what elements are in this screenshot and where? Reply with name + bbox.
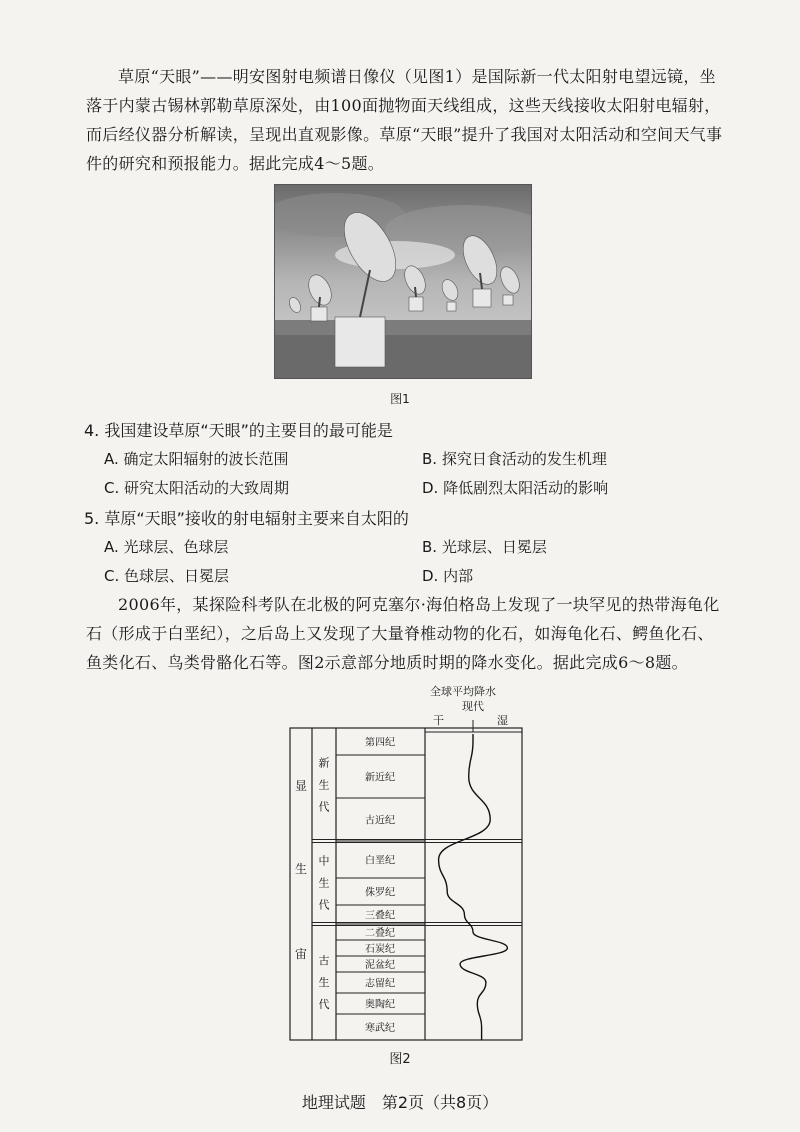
figure-1-caption: 图1 (390, 392, 410, 406)
period-label: 奥陶纪 (365, 999, 395, 1011)
question-4-stem: 4. 我国建设草原“天眼”的主要目的最可能是 (84, 421, 393, 440)
figure-1-photo (274, 184, 532, 379)
period-label: 泥盆纪 (365, 960, 395, 971)
question-5-option-d: D. 内部 (422, 567, 474, 585)
question-5-stem: 5. 草原“天眼”接收的射电辐射主要来自太阳的 (84, 509, 409, 528)
period-label: 古近纪 (365, 815, 395, 827)
question-4-option-b: B. 探究日食活动的发生机理 (422, 450, 607, 468)
question-4-option-c: C. 研究太阳活动的大致周期 (104, 479, 290, 497)
period-label: 新近纪 (365, 772, 395, 784)
chart-modern-label: 现代 (462, 700, 484, 713)
period-label: 石炭纪 (365, 944, 395, 955)
question-5-option-c: C. 色球层、日冕层 (104, 567, 230, 585)
era-label-char: 生 (318, 778, 330, 792)
period-label: 第四纪 (365, 737, 395, 749)
question-5-option-a: A. 光球层、色球层 (104, 538, 229, 556)
period-label: 二叠纪 (365, 928, 395, 939)
question-5-option-b: B. 光球层、日冕层 (422, 538, 547, 556)
era-label-char: 生 (318, 876, 330, 890)
eon-label-char: 显 (294, 779, 308, 793)
precipitation-curve (439, 734, 508, 1040)
eon-label-char: 生 (294, 862, 308, 876)
radio-telescope-illustration (275, 185, 531, 378)
question-4-option-a: A. 确定太阳辐射的波长范围 (104, 450, 289, 468)
era-label-char: 新 (318, 756, 330, 770)
figure-2-caption: 图2 (389, 1052, 411, 1067)
chart-header: 全球平均降水 (430, 685, 496, 698)
period-label: 寒武纪 (365, 1023, 395, 1034)
eon-label-char: 宙 (294, 947, 308, 961)
passage-1: 草原“天眼”——明安图射电频谱日像仪（见图1）是国际新一代太阳射电望远镜，坐落于内蒙古锡林郭勒草原深处，由100面抛物面天线组成，这些天线接收太阳射电辐射，而后经仪器分析解读，呈现出直观影像。草原“天眼”提升了我国对太阳活动和空间天气事件的研究和预报能力。据此完成4～5题。 (86, 67, 723, 173)
era-label-char: 中 (318, 854, 330, 868)
period-label: 志留纪 (365, 978, 395, 990)
period-label: 侏罗纪 (365, 887, 395, 899)
chart-wet-label: 湿 (497, 714, 508, 727)
era-label-char: 代 (318, 998, 330, 1011)
period-label: 三叠纪 (365, 910, 395, 922)
era-label-char: 代 (318, 800, 330, 814)
era-label-char: 古 (318, 954, 330, 967)
page-footer: 地理试题 第2页（共8页） (301, 1093, 499, 1112)
era-label-char: 生 (318, 976, 330, 989)
chart-outer-border (290, 728, 522, 1040)
question-4-option-d: D. 降低剧烈太阳活动的影响 (422, 479, 609, 497)
passage-2: 2006年，某探险科考队在北极的阿克塞尔·海伯格岛上发现了一块罕见的热带海龟化石（形成于白垩纪），之后岛上又发现了大量脊椎动物的化石，如海龟化石、鳄鱼化石、鱼类化石、鸟类骨骼化石等。图2示意部分地质时期的降水变化。据此完成6～8题。 (86, 595, 720, 672)
period-label: 白垩纪 (365, 855, 395, 867)
era-label-char: 代 (318, 898, 330, 912)
chart-dry-label: 干 (433, 714, 444, 727)
